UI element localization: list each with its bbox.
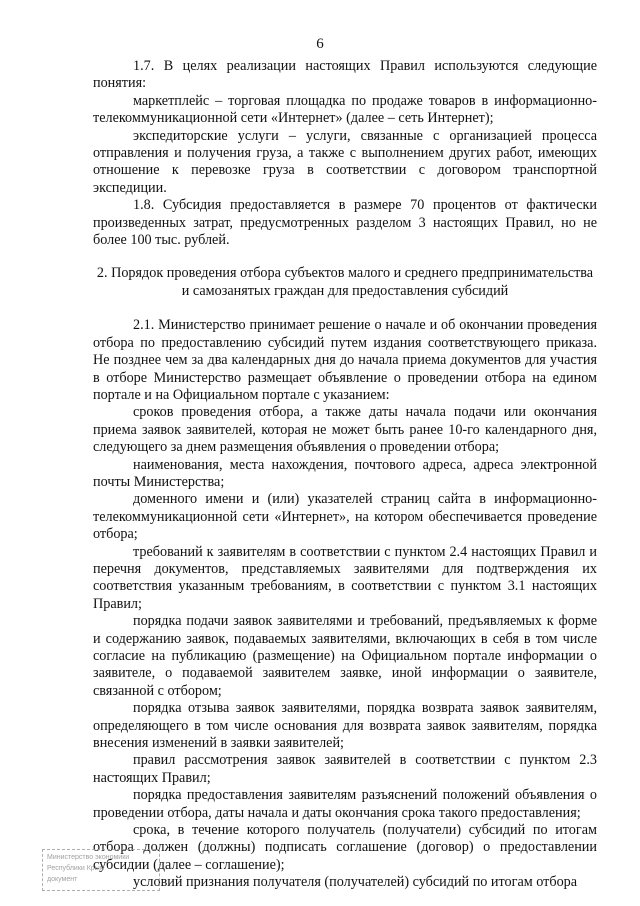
list-item: срока, в течение которого получатель (получатели) субсидий по итогам отбора должен (должны) подписать соглашение (договор) о предоставлении субсидии (далее – соглашение); (93, 822, 597, 873)
list-item: наименования, места нахождения, почтового адреса, адреса электронной почты Министерства; (93, 456, 597, 490)
paragraph-1-8: 1.8. Субсидия предоставляется в размере 70 процентов от фактически произведенных затрат, предусмотренных разделом 3 настоящих Правил, но не более 100 тыс. рублей. (93, 197, 597, 249)
list-item: правил рассмотрения заявок заявителей в соответствии с пунктом 2.3 настоящих Правил; (93, 752, 597, 786)
stamp-line-2: Республики Крым (47, 865, 105, 872)
document-stamp (42, 849, 160, 891)
paragraph-1-7: 1.7. В целях реализации настоящих Правил используются следующие понятия: (93, 58, 597, 92)
definition-forwarding-services: экспедиторские услуги – услуги, связанные с организацией процесса отправления и получения груза, а также с выполнением других работ, имеющих отношение к перевозке груза в соответствии с договором транспортной экспедиции. (93, 127, 597, 196)
stamp-line-3: документ (47, 876, 78, 883)
list-item: доменного имени и (или) указателей страниц сайта в информационно-телекоммуникационной сети «Интернет», на котором обеспечивается проведение отбора; (93, 491, 597, 543)
document-body (93, 58, 597, 892)
definition-marketplace: маркетплейс – торговая площадка по продаже товаров в информационно-телекоммуникационной сети «Интернет» (далее – сеть Интернет); (93, 92, 597, 127)
list-item: порядка отзыва заявок заявителями, порядка возврата заявок заявителям, определяющего в том числе основания для возврата заявок заявителям, порядка внесения изменений в заявки заявителей; (93, 700, 597, 752)
list-item: порядка предоставления заявителям разъяснений положений объявления о проведении отбора, даты начала и даты окончания срока такого предоставления; (93, 787, 597, 821)
section-heading-line-2: и самозанятых граждан для предоставления субсидий (181, 282, 509, 299)
list-item: порядка подачи заявок заявителями и требований, предъявляемых к форме и содержанию заявок, подаваемых заявителями, включающих в себя в том числе согласие на публикацию (размещение) на Официальном портале информации о заявителе, о подаваемой заявителем заявке, иной информации о заявителе, связанной с отбором; (93, 613, 597, 699)
section-2-heading (93, 265, 597, 300)
section-heading-line-1: 2. Порядок проведения отбора субъектов малого и среднего предпринимательства (96, 265, 594, 282)
page-number: 6 (316, 36, 324, 52)
stamp-line-1: Министерство экономики (47, 854, 130, 861)
list-item: условий признания получателя (получателей) субсидий по итогам отбора (133, 874, 578, 891)
paragraph-2-1: 2.1. Министерство принимает решение о начале и об окончании проведения отбора по предоставлению субсидий путем издания соответствующего приказа. Не позднее чем за два календарных дня до начала приема документов для участия в отборе Министерство размещает объявление о проведении отбора на едином портале и на Официальном портале с указанием: (93, 317, 597, 403)
list-item: сроков проведения отбора, а также даты начала подачи или окончания приема заявок заявителей, которая не может быть ранее 10-го календарного дня, следующего за днем размещения объявления о проведении отбора; (93, 404, 597, 456)
list-item: требований к заявителям в соответствии с пунктом 2.4 настоящих Правил и перечня документов, представляемых заявителями для подтверждения их соответствия указанным требованиям, в соответствии с пунктом 3.1 настоящих Правил; (93, 543, 597, 612)
